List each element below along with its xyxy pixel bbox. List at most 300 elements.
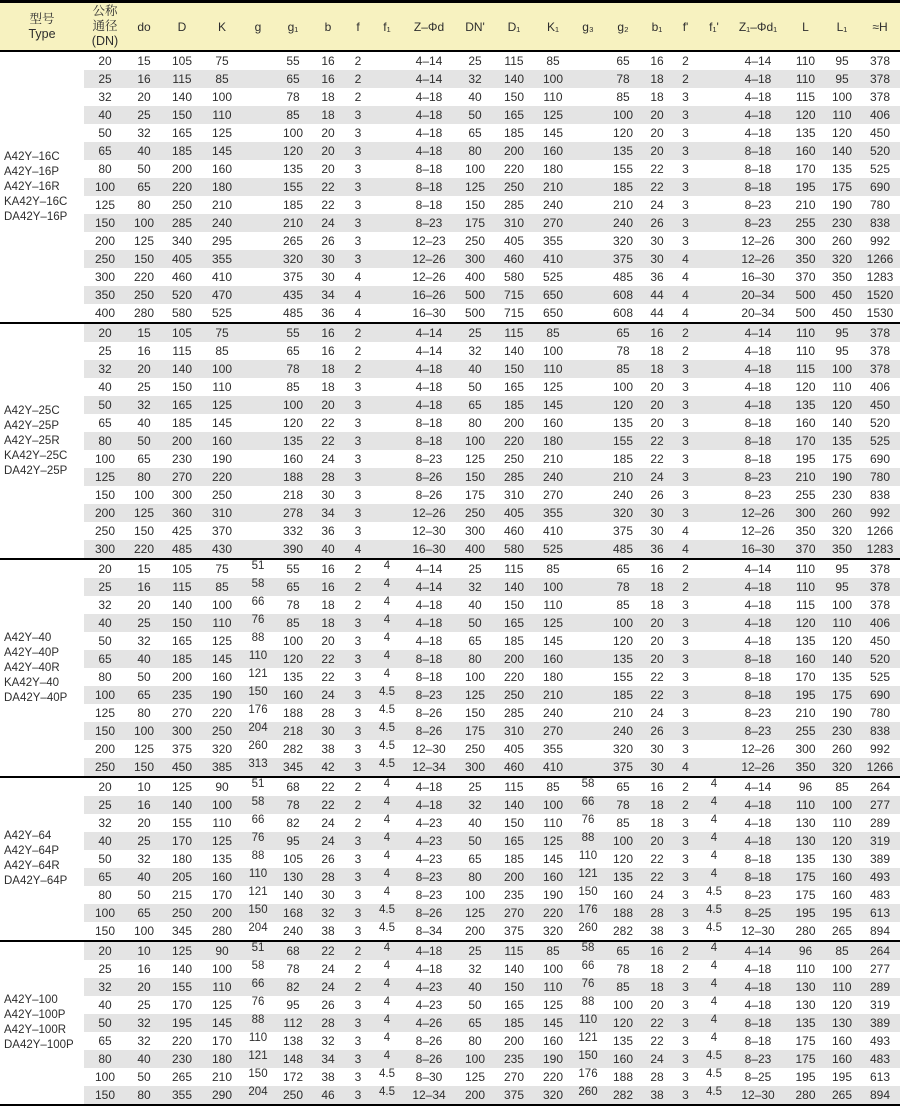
cell-b1: 22 <box>642 1014 672 1032</box>
cell-L1: 120 <box>831 634 853 648</box>
cell-L: 110 <box>787 70 824 88</box>
cell-f-prime: 3 <box>672 1086 699 1105</box>
cell-do: 150 <box>133 524 155 538</box>
cell-K1: 125 <box>534 106 572 124</box>
cell-D: 155 <box>171 816 193 830</box>
cell-approx-H: 613 <box>860 904 900 922</box>
cell-f1 <box>372 323 402 342</box>
cell-dn: 100 <box>94 1070 116 1084</box>
cell-D1: 185 <box>494 396 534 414</box>
cell-g <box>242 51 274 70</box>
cell-g2: 160 <box>604 1050 642 1068</box>
cell-f1 <box>372 414 402 432</box>
cell-D: 270 <box>171 706 193 720</box>
cell-dn-prime: 125 <box>456 178 494 196</box>
table-row <box>0 740 900 758</box>
cell-z-phi-d: 8–18 <box>415 670 443 684</box>
cell-z1-phi-d1: 4–18 <box>744 816 772 830</box>
cell-f-prime: 4 <box>672 250 699 268</box>
cell-g1: 265 <box>282 234 304 248</box>
cell-f: 2 <box>354 562 362 576</box>
cell-f1: 4.5 <box>372 686 402 704</box>
cell-approx-H: 1520 <box>860 286 900 304</box>
cell-K1: 190 <box>534 1050 572 1068</box>
cell-g1: 130 <box>274 868 312 886</box>
cell-z-phi-d: 4–23 <box>415 998 443 1012</box>
cell-z1-phi-d1: 4–18 <box>729 796 787 814</box>
cell-D1: 235 <box>494 1050 534 1068</box>
cell-z-phi-d: 8–18 <box>402 650 456 668</box>
cell-z-phi-d: 4–18 <box>402 106 456 124</box>
cell-f-prime: 3 <box>672 468 699 486</box>
cell-z-phi-d: 8–18 <box>415 198 443 212</box>
cell-f1: 4 <box>372 1050 402 1068</box>
cell-g1: 435 <box>274 286 312 304</box>
cell-g: 121 <box>248 668 268 680</box>
header-col-f1: f₁ <box>372 2 402 52</box>
cell-g: 110 <box>248 1032 268 1044</box>
cell-K1: 125 <box>534 614 572 632</box>
cell-g1: 120 <box>274 650 312 668</box>
cell-z1-phi-d1: 12–26 <box>741 234 775 248</box>
cell-D1: 140 <box>494 70 534 88</box>
cell-approx-H: 378 <box>860 70 900 88</box>
cell-z1-phi-d1: 8–23 <box>729 722 787 740</box>
cell-z1-phi-d1: 4–18 <box>744 598 772 612</box>
cell-z-phi-d: 4–26 <box>402 1014 456 1032</box>
cell-do: 65 <box>126 686 162 704</box>
cell-z-phi-d: 12–26 <box>402 504 456 522</box>
cell-dn-prime: 100 <box>464 670 486 684</box>
cell-b: 30 <box>312 722 344 740</box>
cell-dn: 125 <box>84 468 126 486</box>
cell-K: 110 <box>212 380 232 394</box>
cell-f-prime: 3 <box>682 488 689 502</box>
cell-K: 200 <box>202 904 242 922</box>
cell-K: 160 <box>211 670 233 684</box>
cell-dn: 40 <box>84 106 126 124</box>
cell-K: 145 <box>202 142 242 160</box>
cell-K1: 355 <box>542 234 564 248</box>
cell-D1: 580 <box>503 270 525 284</box>
cell-L: 160 <box>787 650 824 668</box>
cell-D: 165 <box>171 634 193 648</box>
cell-K1: 125 <box>534 832 572 850</box>
cell-do: 220 <box>126 540 162 559</box>
cell-g2: 100 <box>612 998 634 1012</box>
cell-z1-phi-d1: 20–34 <box>729 286 787 304</box>
cell-z-phi-d: 4–18 <box>415 634 443 648</box>
cell-L1: 350 <box>831 270 853 284</box>
cell-g3 <box>572 632 604 650</box>
cell-g1: 100 <box>282 634 304 648</box>
cell-f-prime: 4 <box>672 286 699 304</box>
cell-f1-prime <box>699 596 729 614</box>
cell-L: 130 <box>795 998 816 1012</box>
cell-D: 140 <box>162 796 202 814</box>
cell-f1 <box>372 304 402 323</box>
cell-K: 470 <box>202 286 242 304</box>
cell-L: 110 <box>787 578 824 596</box>
cell-b1: 16 <box>650 780 664 794</box>
table-row <box>0 70 900 88</box>
cell-dn-prime: 25 <box>468 780 482 794</box>
cell-g1: 218 <box>274 722 312 740</box>
cell-dn-prime: 250 <box>464 742 486 756</box>
cell-g3 <box>572 722 604 740</box>
cell-g1: 105 <box>282 852 304 866</box>
cell-K1: 320 <box>542 924 564 938</box>
cell-z1-phi-d1: 16–30 <box>741 270 775 284</box>
header-col-K1: K₁ <box>534 2 572 52</box>
cell-do: 20 <box>137 816 151 830</box>
cell-g2: 120 <box>612 126 634 140</box>
cell-f1-prime: 4 <box>699 868 729 886</box>
header-col-z1-phi-d1: Z₁–Φd₁ <box>729 2 787 52</box>
cell-g <box>242 178 274 196</box>
cell-K: 125 <box>202 832 242 850</box>
cell-b: 18 <box>321 380 335 394</box>
cell-do: 32 <box>137 126 151 140</box>
cell-f1 <box>372 51 402 70</box>
cell-b1: 20 <box>642 832 672 850</box>
cell-g1: 135 <box>282 670 304 684</box>
cell-f: 3 <box>354 852 362 866</box>
cell-D1: 250 <box>503 452 525 466</box>
cell-do: 50 <box>137 1070 151 1084</box>
cell-K: 370 <box>211 524 233 538</box>
cell-f1: 4 <box>372 941 402 960</box>
cell-approx-H: 406 <box>860 106 900 124</box>
cell-D: 375 <box>171 742 193 756</box>
cell-approx-H: 520 <box>860 142 900 160</box>
cell-K: 100 <box>211 962 233 976</box>
cell-f1-prime: 4.5 <box>699 904 729 922</box>
cell-f-prime: 2 <box>672 578 699 596</box>
cell-b1: 16 <box>650 54 664 68</box>
cell-b: 24 <box>312 832 344 850</box>
cell-dn: 65 <box>84 868 126 886</box>
cell-do: 50 <box>137 670 151 684</box>
cell-L1: 95 <box>824 70 860 88</box>
cell-approx-H: 690 <box>869 452 891 466</box>
cell-L: 130 <box>787 832 824 850</box>
cell-g: 260 <box>248 740 268 752</box>
cell-f1 <box>372 522 402 540</box>
cell-K1: 650 <box>542 306 564 320</box>
cell-z1-phi-d1: 4–14 <box>744 780 772 794</box>
table-row <box>0 614 900 632</box>
cell-dn-prime: 50 <box>456 614 494 632</box>
cell-L1: 190 <box>831 706 853 720</box>
cell-K1: 240 <box>534 468 572 486</box>
cell-f-prime: 3 <box>682 1070 689 1084</box>
header-col-f: f <box>344 2 372 52</box>
cell-g1: 320 <box>274 250 312 268</box>
cell-L: 210 <box>795 706 816 720</box>
cell-dn: 250 <box>94 524 116 538</box>
cell-D: 235 <box>162 686 202 704</box>
type-label: A42Y–16R <box>4 180 60 193</box>
cell-f1-prime <box>699 250 729 268</box>
cell-D1: 310 <box>503 488 525 502</box>
cell-L: 195 <box>795 1070 816 1084</box>
table-row <box>0 178 900 196</box>
cell-f-prime: 3 <box>672 978 699 996</box>
cell-dn-prime: 25 <box>468 562 482 576</box>
type-label: A42Y–16C <box>4 150 60 163</box>
cell-D1: 405 <box>494 504 534 522</box>
cell-z1-phi-d1: 4–18 <box>744 344 772 358</box>
cell-f: 2 <box>354 816 362 830</box>
cell-L: 110 <box>787 796 824 814</box>
cell-dn-prime: 175 <box>464 488 486 502</box>
cell-L1: 100 <box>831 90 853 104</box>
cell-f1-prime <box>699 504 729 522</box>
cell-K: 110 <box>202 978 242 996</box>
cell-L: 135 <box>795 634 816 648</box>
cell-do: 250 <box>126 286 162 304</box>
cell-b1: 20 <box>650 380 664 394</box>
cell-g2: 160 <box>612 888 634 902</box>
cell-dn-prime: 400 <box>456 540 494 559</box>
cell-g2: 120 <box>604 396 642 414</box>
cell-b1: 24 <box>650 888 664 902</box>
cell-z1-phi-d1: 4–18 <box>744 126 772 140</box>
type-label: A42Y–40R <box>4 661 60 674</box>
cell-f-prime: 3 <box>672 868 699 886</box>
cell-approx-H: 483 <box>860 1050 900 1068</box>
cell-g1: 68 <box>274 941 312 960</box>
cell-g3 <box>572 142 604 160</box>
cell-g1: 185 <box>282 198 304 212</box>
cell-K: 190 <box>211 452 233 466</box>
cell-g1: 78 <box>286 598 300 612</box>
table-row <box>0 850 900 868</box>
cell-L1: 95 <box>824 323 860 342</box>
cell-f1 <box>372 232 402 250</box>
cell-f: 2 <box>344 941 372 960</box>
cell-g1: 85 <box>286 380 300 394</box>
cell-g3: 58 <box>572 941 604 960</box>
cell-K1: 85 <box>534 941 572 960</box>
cell-K: 75 <box>215 54 229 68</box>
cell-dn-prime: 32 <box>456 70 494 88</box>
cell-f1-prime <box>699 722 729 740</box>
header-dn-column <box>84 2 126 52</box>
cell-f1 <box>372 88 402 106</box>
cell-D1: 165 <box>494 832 534 850</box>
table-row <box>0 106 900 124</box>
cell-g2: 210 <box>604 468 642 486</box>
cell-dn: 65 <box>98 416 112 430</box>
cell-L1: 140 <box>831 416 853 430</box>
cell-z-phi-d: 8–26 <box>415 488 443 502</box>
type-label: DA42Y–64P <box>4 875 68 887</box>
pressure-group-3 <box>0 559 900 777</box>
cell-g: 66 <box>242 978 274 996</box>
cell-dn: 20 <box>98 562 112 576</box>
cell-K: 210 <box>211 1070 233 1084</box>
cell-dn: 200 <box>84 504 126 522</box>
header-col-approx-H: ≈H <box>860 2 900 52</box>
cell-b: 24 <box>321 962 335 976</box>
cell-f1 <box>372 160 402 178</box>
cell-g: 51 <box>251 778 265 790</box>
cell-b: 16 <box>321 562 335 576</box>
cell-g3 <box>572 450 604 468</box>
cell-b1: 20 <box>642 142 672 160</box>
cell-g1: 55 <box>286 562 300 576</box>
cell-b1: 20 <box>642 396 672 414</box>
cell-z1-phi-d1: 8–18 <box>744 852 772 866</box>
cell-L1: 190 <box>824 468 860 486</box>
cell-f-prime: 4 <box>682 524 689 538</box>
cell-g2: 78 <box>604 796 642 814</box>
cell-f: 3 <box>344 396 372 414</box>
cell-g2: 240 <box>604 722 642 740</box>
cell-D1: 405 <box>503 742 525 756</box>
cell-b: 22 <box>321 780 335 794</box>
cell-D: 200 <box>171 162 193 176</box>
cell-dn: 40 <box>84 614 126 632</box>
cell-b: 16 <box>321 344 335 358</box>
cell-approx-H: 450 <box>860 396 900 414</box>
cell-K1: 110 <box>543 816 563 830</box>
cell-f1-prime <box>699 559 729 578</box>
cell-L1: 85 <box>824 941 860 960</box>
cell-f1-prime <box>699 578 729 596</box>
cell-f1-prime <box>699 268 729 286</box>
cell-approx-H: 525 <box>869 162 891 176</box>
cell-f1-prime: 4.5 <box>699 1086 729 1105</box>
cell-f: 3 <box>344 1086 372 1105</box>
cell-g: 121 <box>248 886 268 898</box>
cell-K1: 180 <box>542 670 564 684</box>
cell-b1: 22 <box>642 868 672 886</box>
cell-K1: 220 <box>534 904 572 922</box>
cell-D: 115 <box>172 344 192 358</box>
cell-f1 <box>372 342 402 360</box>
cell-approx-H: 1266 <box>866 524 894 538</box>
cell-approx-H: 992 <box>869 234 891 248</box>
cell-D: 215 <box>171 888 193 902</box>
cell-f: 2 <box>354 962 362 976</box>
cell-approx-H: 319 <box>869 998 891 1012</box>
cell-K1: 355 <box>534 504 572 522</box>
cell-b: 16 <box>312 323 344 342</box>
cell-g: 51 <box>251 560 265 572</box>
cell-do: 40 <box>126 142 162 160</box>
cell-g: 76 <box>242 614 274 632</box>
cell-dn-prime: 40 <box>456 360 494 378</box>
cell-approx-H: 525 <box>860 432 900 450</box>
cell-b1: 20 <box>650 634 664 648</box>
cell-z-phi-d: 4–23 <box>415 816 443 830</box>
cell-D: 345 <box>171 924 193 938</box>
cell-f: 3 <box>344 1050 372 1068</box>
cell-D: 360 <box>162 504 202 522</box>
cell-K1: 145 <box>542 852 564 866</box>
table-row <box>0 758 900 777</box>
cell-z-phi-d: 8–23 <box>402 686 456 704</box>
cell-b1: 18 <box>642 70 672 88</box>
cell-b1: 22 <box>642 686 672 704</box>
cell-K: 160 <box>202 432 242 450</box>
table-row <box>0 1050 900 1068</box>
cell-z-phi-d: 4–14 <box>402 323 456 342</box>
cell-f: 3 <box>354 198 362 212</box>
cell-L: 135 <box>795 126 816 140</box>
cell-K: 85 <box>215 344 229 358</box>
cell-L1: 175 <box>824 178 860 196</box>
cell-K1: 270 <box>534 722 572 740</box>
cell-f-prime: 4 <box>682 306 689 320</box>
header-type-cn: 型号 <box>29 11 55 26</box>
cell-D: 270 <box>162 468 202 486</box>
cell-z1-phi-d1: 8–23 <box>744 888 772 902</box>
cell-K1: 125 <box>542 380 564 394</box>
cell-g2: 240 <box>612 488 634 502</box>
cell-g <box>242 232 274 250</box>
cell-g: 150 <box>248 1068 268 1080</box>
cell-do: 125 <box>133 742 155 756</box>
header-col-do: do <box>126 2 162 52</box>
table-row <box>0 196 900 214</box>
cell-z-phi-d: 4–14 <box>415 344 443 358</box>
type-label: DA42Y–25P <box>4 464 68 477</box>
cell-D: 230 <box>171 452 193 466</box>
cell-K1: 100 <box>542 962 564 976</box>
header-col-g: g <box>242 2 274 52</box>
cell-D1: 150 <box>494 360 534 378</box>
cell-f: 3 <box>354 670 362 684</box>
cell-f: 3 <box>354 162 362 176</box>
cell-dn-prime: 100 <box>464 162 486 176</box>
cell-D: 105 <box>162 323 202 342</box>
table-row <box>0 632 900 650</box>
cell-L: 110 <box>795 344 816 358</box>
header-col-b1: b₁ <box>642 2 672 52</box>
cell-L1: 230 <box>824 722 860 740</box>
cell-L: 110 <box>795 54 816 68</box>
cell-f1 <box>372 124 402 142</box>
cell-D: 250 <box>162 904 202 922</box>
cell-dn-prime: 65 <box>468 634 482 648</box>
cell-g2: 485 <box>612 270 634 284</box>
cell-b1: 18 <box>642 796 672 814</box>
cell-z1-phi-d1: 4–14 <box>729 941 787 960</box>
cell-z1-phi-d1: 4–18 <box>729 360 787 378</box>
cell-K1: 100 <box>534 70 572 88</box>
cell-f-prime: 3 <box>682 670 689 684</box>
cell-z1-phi-d1: 8–18 <box>729 432 787 450</box>
cell-g1: 95 <box>274 832 312 850</box>
cell-f-prime: 3 <box>682 852 689 866</box>
cell-f1-prime <box>699 196 729 214</box>
cell-dn: 25 <box>98 344 112 358</box>
cell-K: 100 <box>211 90 233 104</box>
cell-approx-H: 378 <box>869 54 891 68</box>
table-row <box>0 268 900 286</box>
cell-g3: 176 <box>572 904 604 922</box>
cell-g3 <box>572 124 604 142</box>
cell-f: 3 <box>354 524 362 538</box>
cell-g <box>242 142 274 160</box>
cell-f1 <box>372 250 402 268</box>
cell-do: 32 <box>126 396 162 414</box>
cell-b: 28 <box>321 706 335 720</box>
